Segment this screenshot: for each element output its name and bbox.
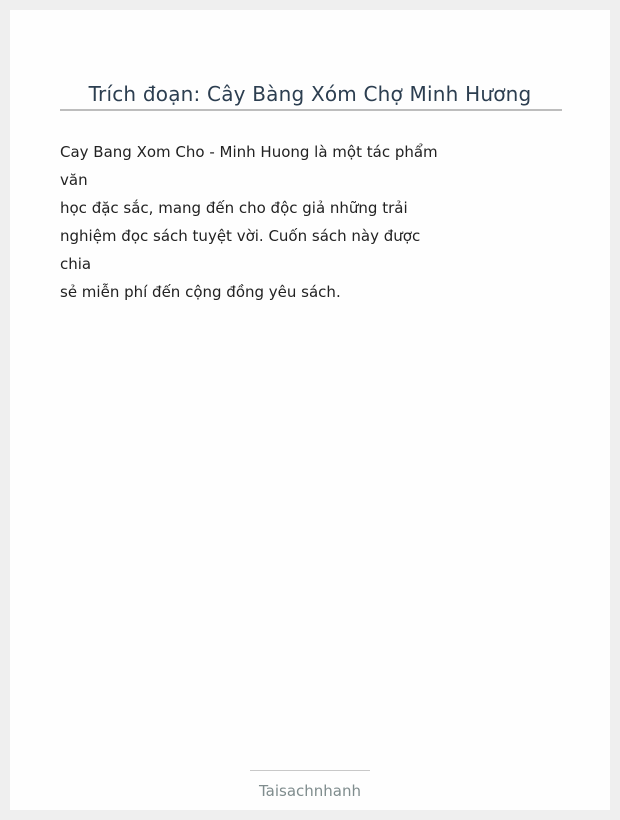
document-page	[10, 10, 610, 810]
footer-site-name: Taisachnhanh	[258, 782, 362, 800]
body-line: chia	[60, 255, 92, 273]
page-title: Trích đoạn: Cây Bàng Xóm Chợ Minh Hương	[88, 82, 532, 106]
title-divider	[60, 109, 562, 111]
body-line: Cay Bang Xom Cho - Minh Huong là một tác phẩm	[60, 143, 438, 161]
body-line: văn	[60, 171, 88, 189]
excerpt-body	[60, 138, 480, 306]
footer-divider	[250, 770, 370, 771]
body-line: học đặc sắc, mang đến cho độc giả những trải	[60, 199, 408, 217]
body-line: sẻ miễn phí đến cộng đồng yêu sách.	[60, 283, 341, 301]
body-line: nghiệm đọc sách tuyệt vời. Cuốn sách này được	[60, 227, 421, 245]
